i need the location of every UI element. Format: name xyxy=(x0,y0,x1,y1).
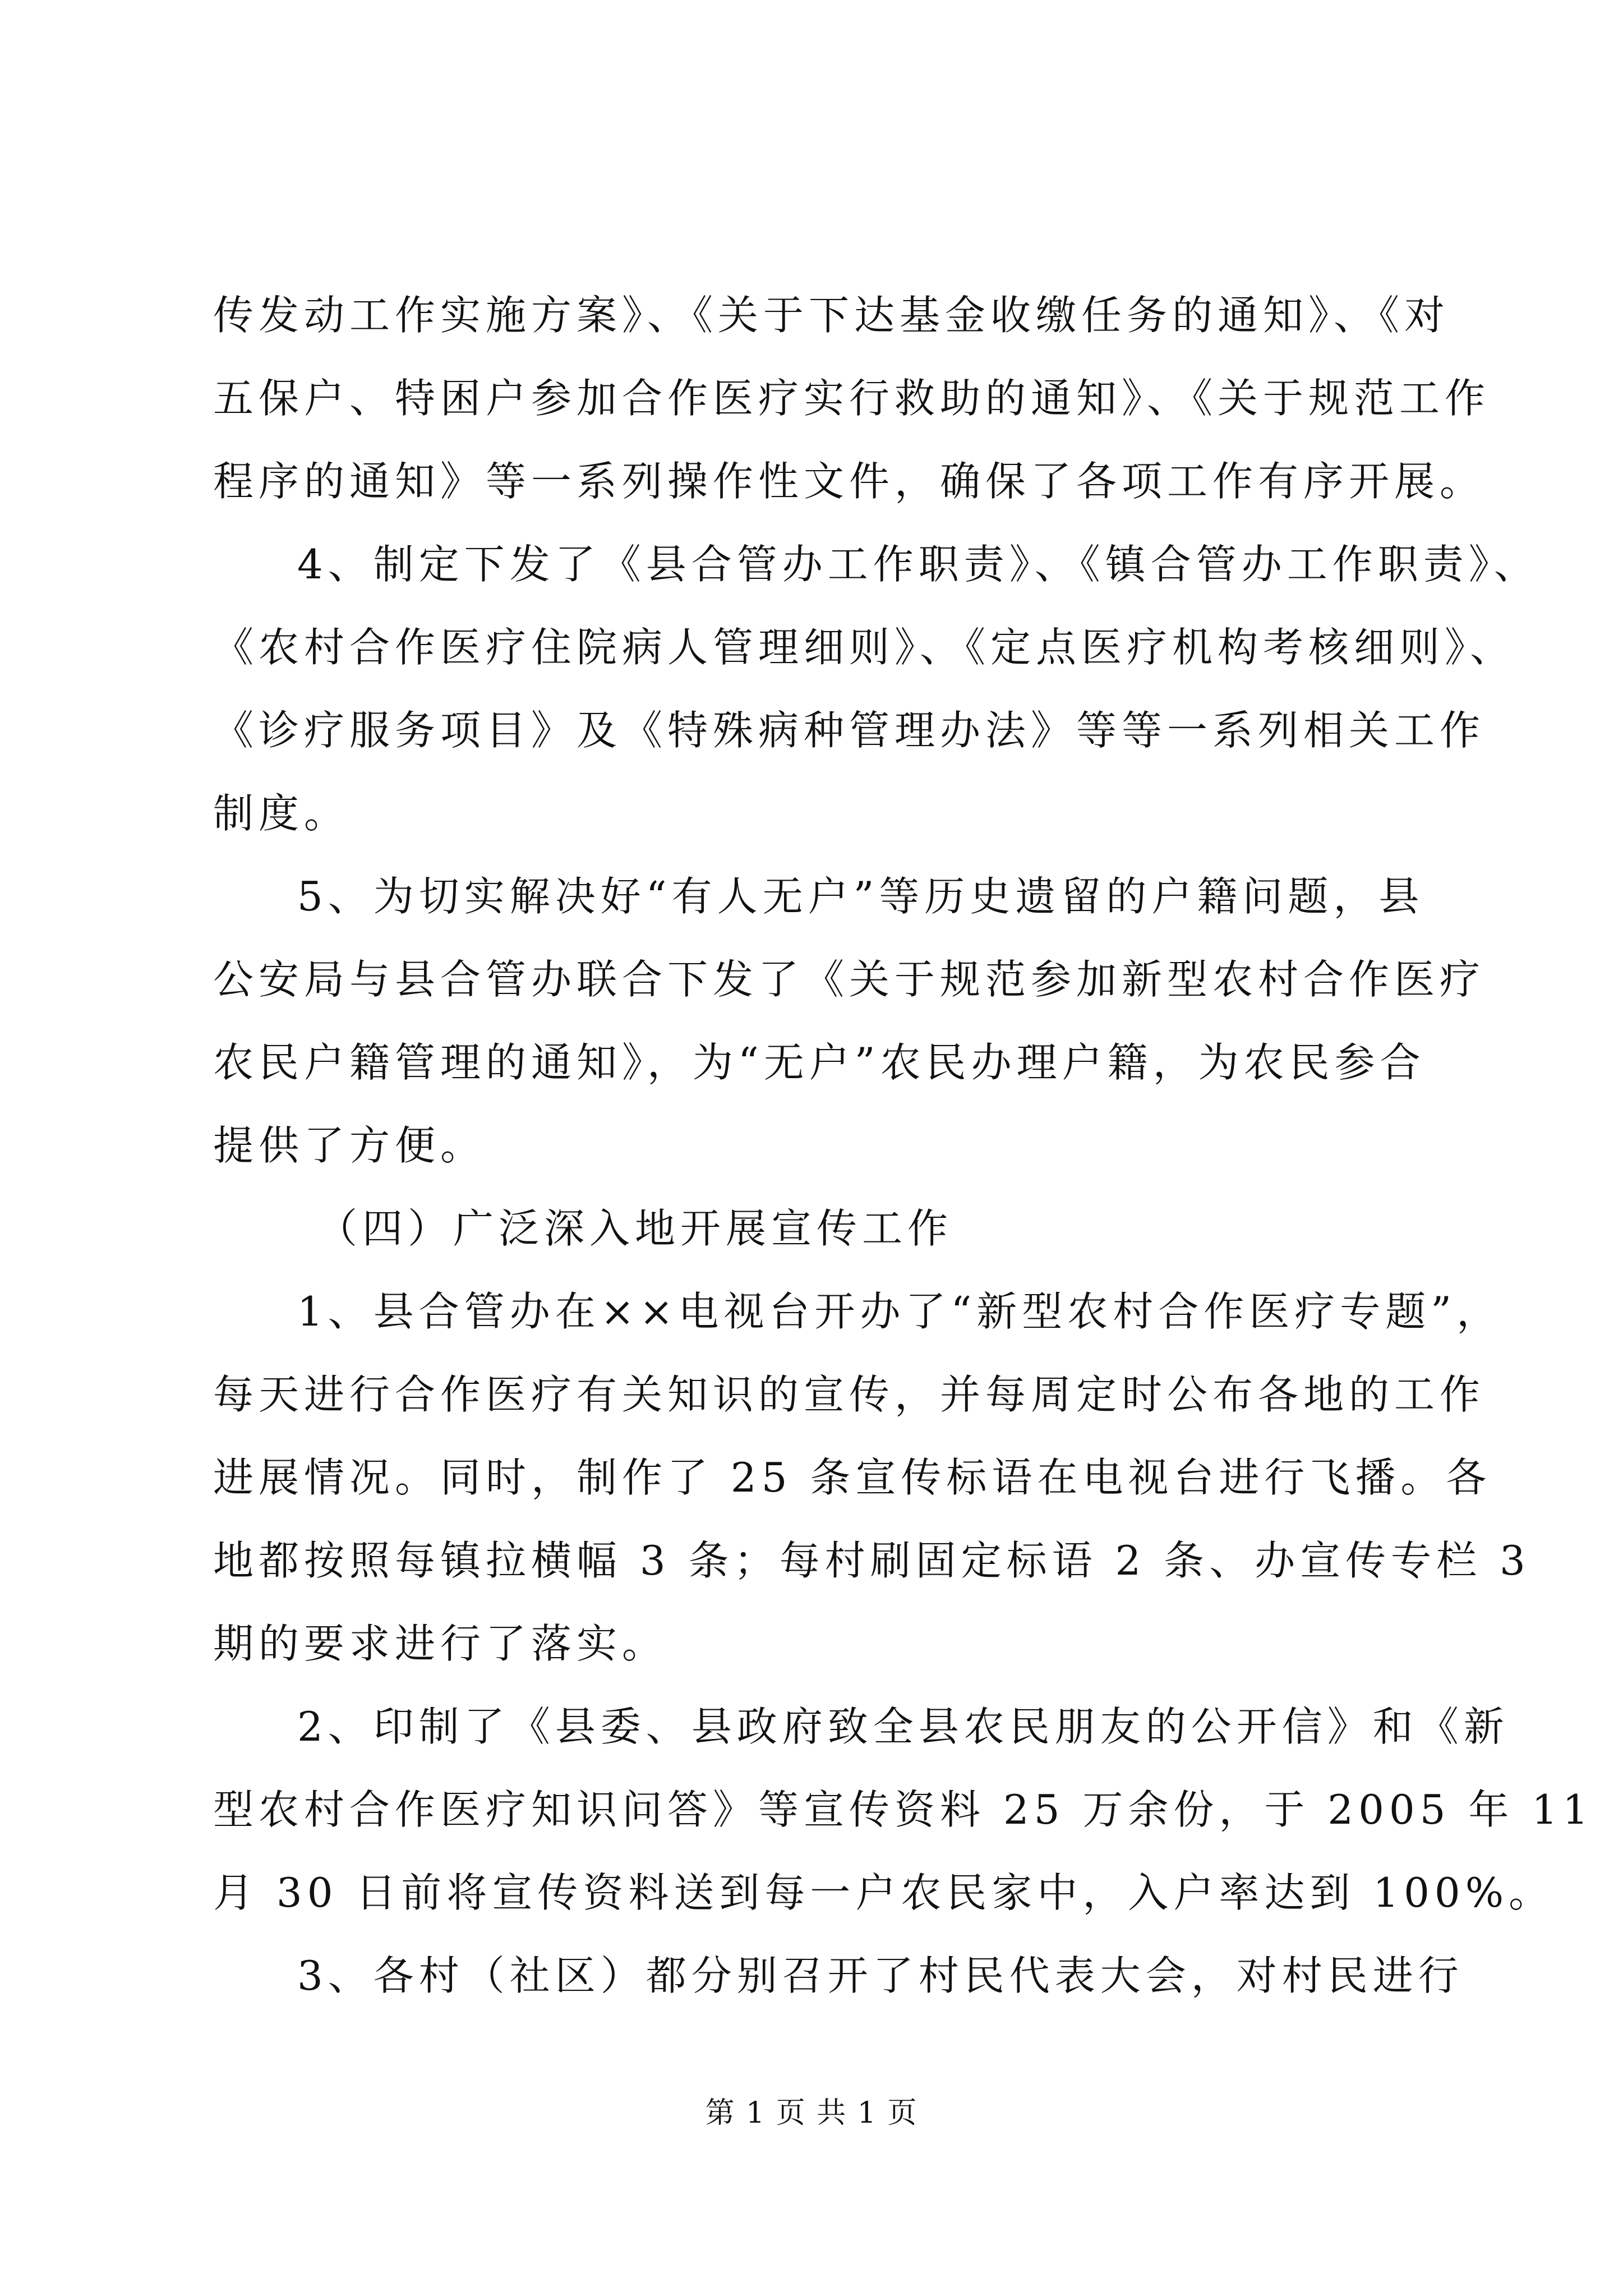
paragraph-start-line: 5、为切实解决好“有人无户”等历史遗留的户籍问题，县 xyxy=(297,873,1424,920)
text-line: 地都按照每镇拉横幅 3 条；每村刷固定标语 2 条、办宣传专栏 3 xyxy=(213,1537,1530,1584)
text-line: 月 30 日前将宣传资料送到每一户农民家中，入户率达到 100%。 xyxy=(213,1869,1555,1916)
section-heading: （四）广泛深入地开展宣传工作 xyxy=(317,1205,953,1252)
text-line: 传发动工作实施方案》、《关于下达基金收缴任务的通知》、《对 xyxy=(213,292,1450,339)
text-line: 每天进行合作医疗有关知识的宣传，并每周定时公布各地的工作 xyxy=(213,1371,1486,1418)
text-line: 《诊疗服务项目》及《特殊病种管理办法》等等一系列相关工作 xyxy=(213,707,1486,754)
text-line: 进展情况。同时，制作了 25 条宣传标语在电视台进行飞播。各 xyxy=(213,1454,1492,1501)
text-line: 期的要求进行了落实。 xyxy=(213,1620,668,1667)
page-number-footer: 第 1 页 共 1 页 xyxy=(705,2096,918,2130)
paragraph-start-line: 3、各村（社区）都分别召开了村民代表大会，对村民进行 xyxy=(297,1952,1464,1999)
text-line: 提供了方便。 xyxy=(213,1122,486,1169)
paragraph-start-line: 2、印制了《县委、县政府致全县农民朋友的公开信》和《新 xyxy=(297,1703,1509,1750)
text-line: 程序的通知》等一系列操作性文件，确保了各项工作有序开展。 xyxy=(213,458,1486,505)
text-line: 制度。 xyxy=(213,790,350,837)
paragraph-start-line: 4、制定下发了《县合管办工作职责》、《镇合管办工作职责》、 xyxy=(297,541,1539,588)
text-line: 公安局与县合管办联合下发了《关于规范参加新型农村合作医疗 xyxy=(213,956,1486,1003)
document-body xyxy=(213,274,1593,2017)
text-line: 农民户籍管理的通知》，为“无户”农民办理户籍，为农民参合 xyxy=(213,1039,1426,1086)
text-line: 五保户、特困户参加合作医疗实行救助的通知》、《关于规范工作 xyxy=(213,375,1491,422)
text-line: 《农村合作医疗住院病人管理细则》、《定点医疗机构考核细则》、 xyxy=(213,624,1516,671)
text-line: 型农村合作医疗知识问答》等宣传资料 25 万余份，于 2005 年 11 xyxy=(213,1786,1593,1833)
paragraph-start-line: 1、县合管办在××电视台开办了“新型农村合作医疗专题”， xyxy=(297,1288,1502,1335)
